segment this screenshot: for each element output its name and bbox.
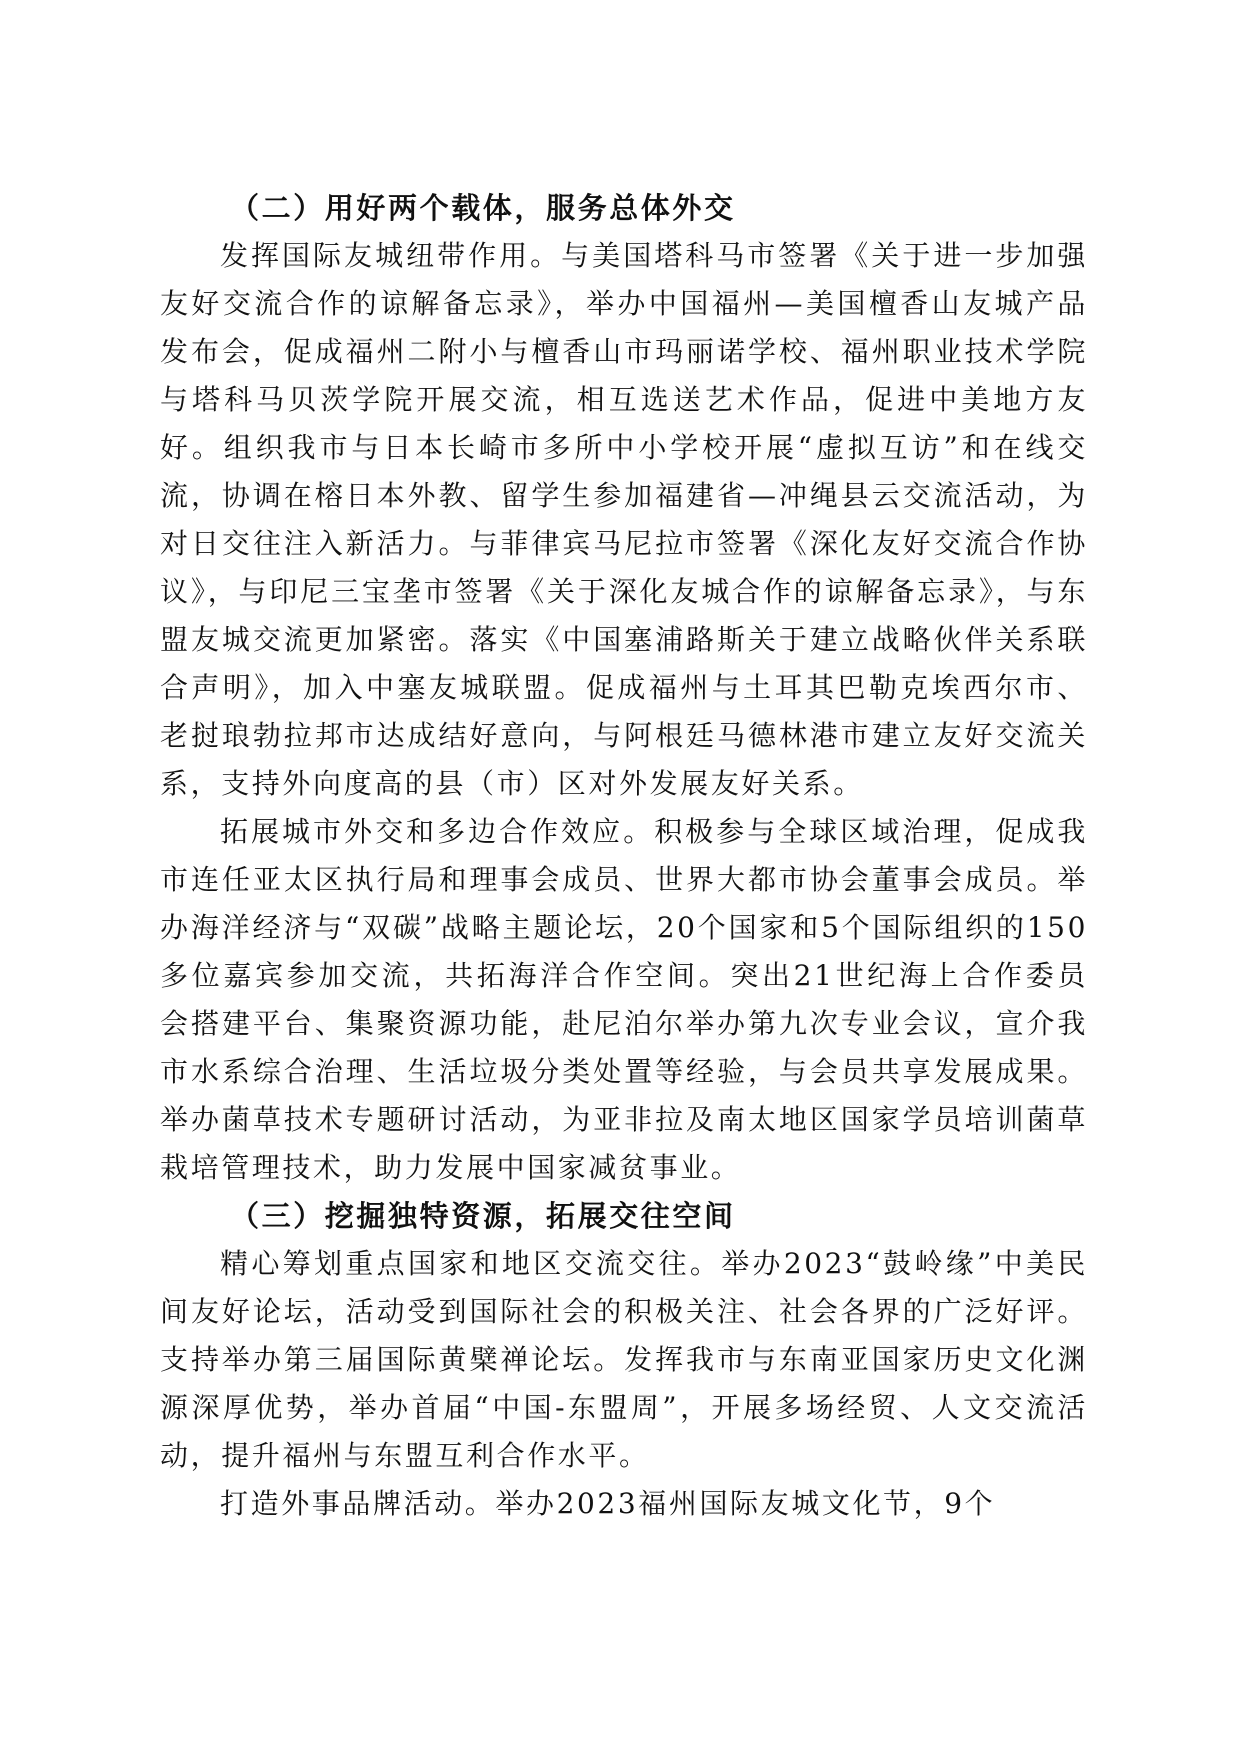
section-heading: （二）用好两个载体，服务总体外交	[230, 191, 736, 225]
paragraph: 打造外事品牌活动。举办2023福州国际友城文化节，9个	[220, 1487, 996, 1520]
section-heading: （三）挖掘独特资源，拓展交往空间	[230, 1199, 736, 1233]
paragraph: 发挥国际友城纽带作用。与美国塔科马市签署《关于进一步加强友好交流合作的谅解备忘录》，举办中国福州—美国檀香山友城产品发布会，促成福州二附小与檀香山市玛丽诺学校、福州职业技术学院与塔科马贝茨学院开展交流，相互选送艺术作品，促进中美地方友好。组织我市与日本长崎市多所中小学校开展“虚拟互访”和在线交流，协调在榕日本外教、留学生参加福建省—冲绳县云交流活动，为对日交往注入新活力。与菲律宾马尼拉市签署《深化友好交流合作协议》，与印尼三宝垄市签署《关于深化友城合作的谅解备忘录》，与东盟友城交流更加紧密。落实《中国塞浦路斯关于建立战略伙伴关系联合声明》，加入中塞友城联盟。促成福州与土耳其巴勒克埃西尔市、老挝琅勃拉邦市达成结好意向，与阿根廷马德林港市建立友好交流关系，支持外向度高的县（市）区对外发展友好关系。	[160, 239, 1088, 800]
paragraph: 拓展城市外交和多边合作效应。积极参与全球区域治理，促成我市连任亚太区执行局和理事会成员、世界大都市协会董事会成员。举办海洋经济与“双碳”战略主题论坛，20个国家和5个国际组织的150多位嘉宾参加交流，共拓海洋合作空间。突出21世纪海上合作委员会搭建平台、集聚资源功能，赴尼泊尔举办第九次专业会议，宣介我市水系综合治理、生活垃圾分类处置等经验，与会员共享发展成果。举办菌草技术专题研讨活动，为亚非拉及南太地区国家学员培训菌草栽培管理技术，助力发展中国家减贫事业。	[160, 815, 1088, 1184]
section-2	[160, 184, 1088, 1192]
document-body	[160, 184, 1088, 1528]
paragraph: 精心筹划重点国家和地区交流交往。举办2023“鼓岭缘”中美民间友好论坛，活动受到国际社会的积极关注、社会各界的广泛好评。支持举办第三届国际黄檗禅论坛。发挥我市与东南亚国家历史文化渊源深厚优势，举办首届“中国-东盟周”，开展多场经贸、人文交流活动，提升福州与东盟互利合作水平。	[160, 1247, 1088, 1472]
section-3	[160, 1192, 1088, 1528]
